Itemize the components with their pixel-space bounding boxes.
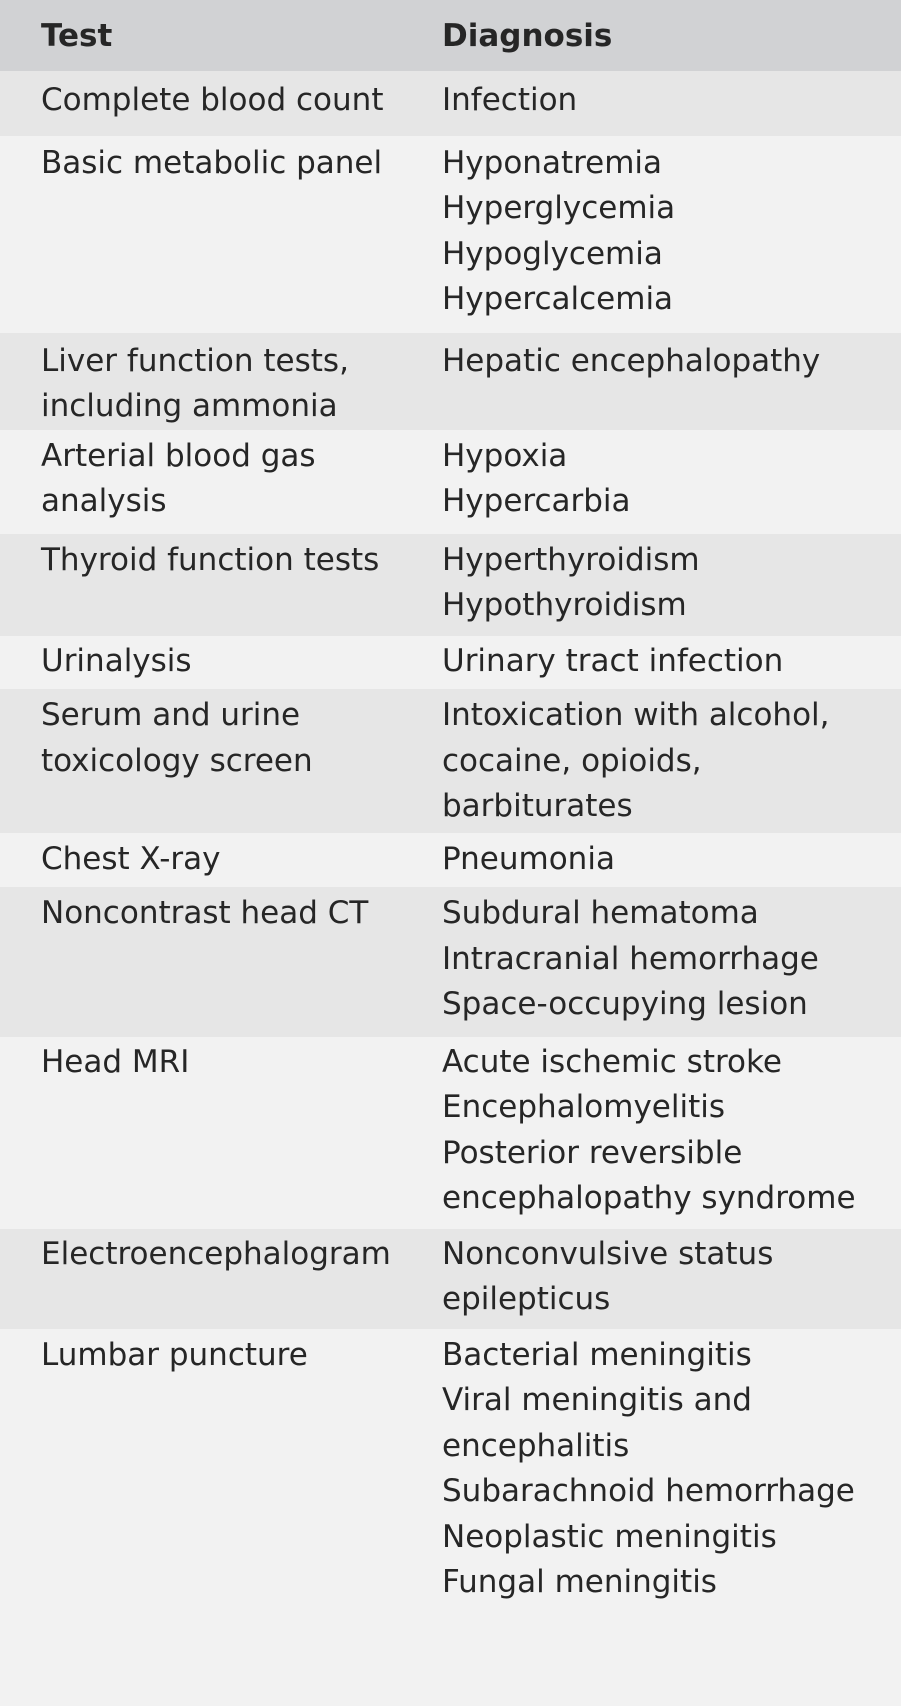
diagnosis-cell: [442, 71, 901, 136]
diagnosis-cell-line: Hypoxia: [442, 437, 568, 474]
diagnosis-cell-line: Infection: [442, 82, 578, 118]
test-cell: [0, 430, 442, 534]
table-row: [0, 333, 901, 430]
diagnosis-cell-line: Intoxication with alcohol,: [442, 697, 830, 733]
test-cell-line: Head MRI: [41, 1043, 190, 1080]
test-cell: [0, 333, 442, 430]
diagnosis-cell-line: Nonconvulsive status: [442, 1235, 774, 1272]
diagnosis-cell: [442, 136, 901, 333]
diagnosis-cell: [442, 430, 901, 534]
table-row: [0, 887, 901, 1037]
test-cell: [0, 1037, 442, 1229]
diagnosis-cell: [442, 333, 901, 430]
test-cell-line: Liver function tests,: [41, 342, 349, 379]
table-row: [0, 689, 901, 833]
diagnosis-cell: [442, 689, 901, 833]
diagnosis-cell-line: encephalitis: [442, 1427, 630, 1464]
diagnosis-cell-line: Viral meningitis and: [442, 1382, 752, 1418]
table-row: [0, 1229, 901, 1329]
diagnosis-cell-line: encephalopathy syndrome: [442, 1180, 856, 1216]
test-cell-line: Arterial blood gas: [41, 437, 316, 474]
test-cell-line: Complete blood count: [41, 82, 384, 118]
header-test: Test: [0, 0, 442, 71]
test-cell-line: Thyroid function tests: [41, 541, 380, 578]
diagnosis-cell-line: cocaine, opioids,: [442, 742, 702, 779]
test-cell-line: Electroencephalogram: [41, 1235, 391, 1272]
table-row: [0, 1037, 901, 1229]
diagnosis-cell-line: Hyperthyroidism: [442, 541, 700, 578]
table-row: [0, 136, 901, 333]
test-cell: [0, 1229, 442, 1329]
diagnosis-cell-line: Encephalomyelitis: [442, 1089, 726, 1125]
test-cell: [0, 833, 442, 888]
table-row: [0, 430, 901, 534]
diagnosis-cell-line: Bacterial meningitis: [442, 1336, 752, 1373]
diagnosis-cell-line: Neoplastic meningitis: [442, 1518, 777, 1555]
test-cell: [0, 689, 442, 833]
diagnosis-cell: [442, 534, 901, 636]
table-row: [0, 71, 901, 136]
diagnosis-cell-line: epilepticus: [442, 1281, 611, 1317]
test-cell: [0, 1329, 442, 1606]
diagnosis-cell: [442, 833, 901, 888]
diagnosis-cell-line: Space-occupying lesion: [442, 986, 808, 1022]
test-cell-line: Basic metabolic panel: [41, 144, 383, 181]
test-cell: [0, 534, 442, 636]
test-cell-line: Serum and urine: [41, 697, 301, 733]
test-cell-line: Noncontrast head CT: [41, 895, 369, 931]
diagnosis-cell-line: Hypothyroidism: [442, 587, 687, 623]
diagnosis-cell-line: Hyponatremia: [442, 144, 663, 181]
diagnosis-cell-line: Posterior reversible: [442, 1134, 743, 1171]
diagnosis-cell: [442, 636, 901, 690]
diagnosis-cell-line: Subdural hematoma: [442, 895, 759, 931]
test-cell-line: toxicology screen: [41, 742, 313, 779]
diagnosis-cell-line: Hypoglycemia: [442, 235, 663, 272]
table-header-row: [0, 0, 901, 71]
test-cell: [0, 636, 442, 690]
header-diagnosis: Diagnosis: [442, 0, 901, 71]
test-cell-line: Chest X-ray: [41, 840, 221, 877]
diagnosis-cell-line: Hepatic encephalopathy: [442, 342, 821, 379]
diagnosis-cell-line: Fungal meningitis: [442, 1564, 717, 1600]
diagnosis-cell-line: barbiturates: [442, 788, 633, 824]
diagnosis-cell-line: Urinary tract infection: [442, 642, 784, 679]
diagnosis-cell-line: Hypercarbia: [442, 483, 631, 519]
diagnosis-cell-line: Acute ischemic stroke: [442, 1043, 782, 1080]
diagnosis-cell-line: Hypercalcemia: [442, 281, 674, 317]
test-cell-line: analysis: [41, 483, 167, 519]
test-cell: [0, 887, 442, 1037]
test-cell-line: Lumbar puncture: [41, 1336, 308, 1373]
table-row: [0, 1329, 901, 1606]
diagnosis-cell-line: Intracranial hemorrhage: [442, 940, 819, 977]
table-body: [0, 71, 901, 1606]
diagnosis-cell: [442, 1229, 901, 1329]
table-row: [0, 833, 901, 888]
diagnosis-cell-line: Pneumonia: [442, 840, 615, 877]
table-row: [0, 534, 901, 636]
test-cell-line: including ammonia: [41, 388, 338, 424]
diagnosis-cell: [442, 887, 901, 1037]
test-cell-line: Urinalysis: [41, 642, 192, 679]
diagnosis-cell: [442, 1037, 901, 1229]
diagnosis-cell: [442, 1329, 901, 1606]
test-cell: [0, 136, 442, 333]
table-row: [0, 636, 901, 690]
diagnosis-cell-line: Subarachnoid hemorrhage: [442, 1473, 855, 1509]
test-cell: [0, 71, 442, 136]
diagnosis-cell-line: Hyperglycemia: [442, 190, 676, 226]
